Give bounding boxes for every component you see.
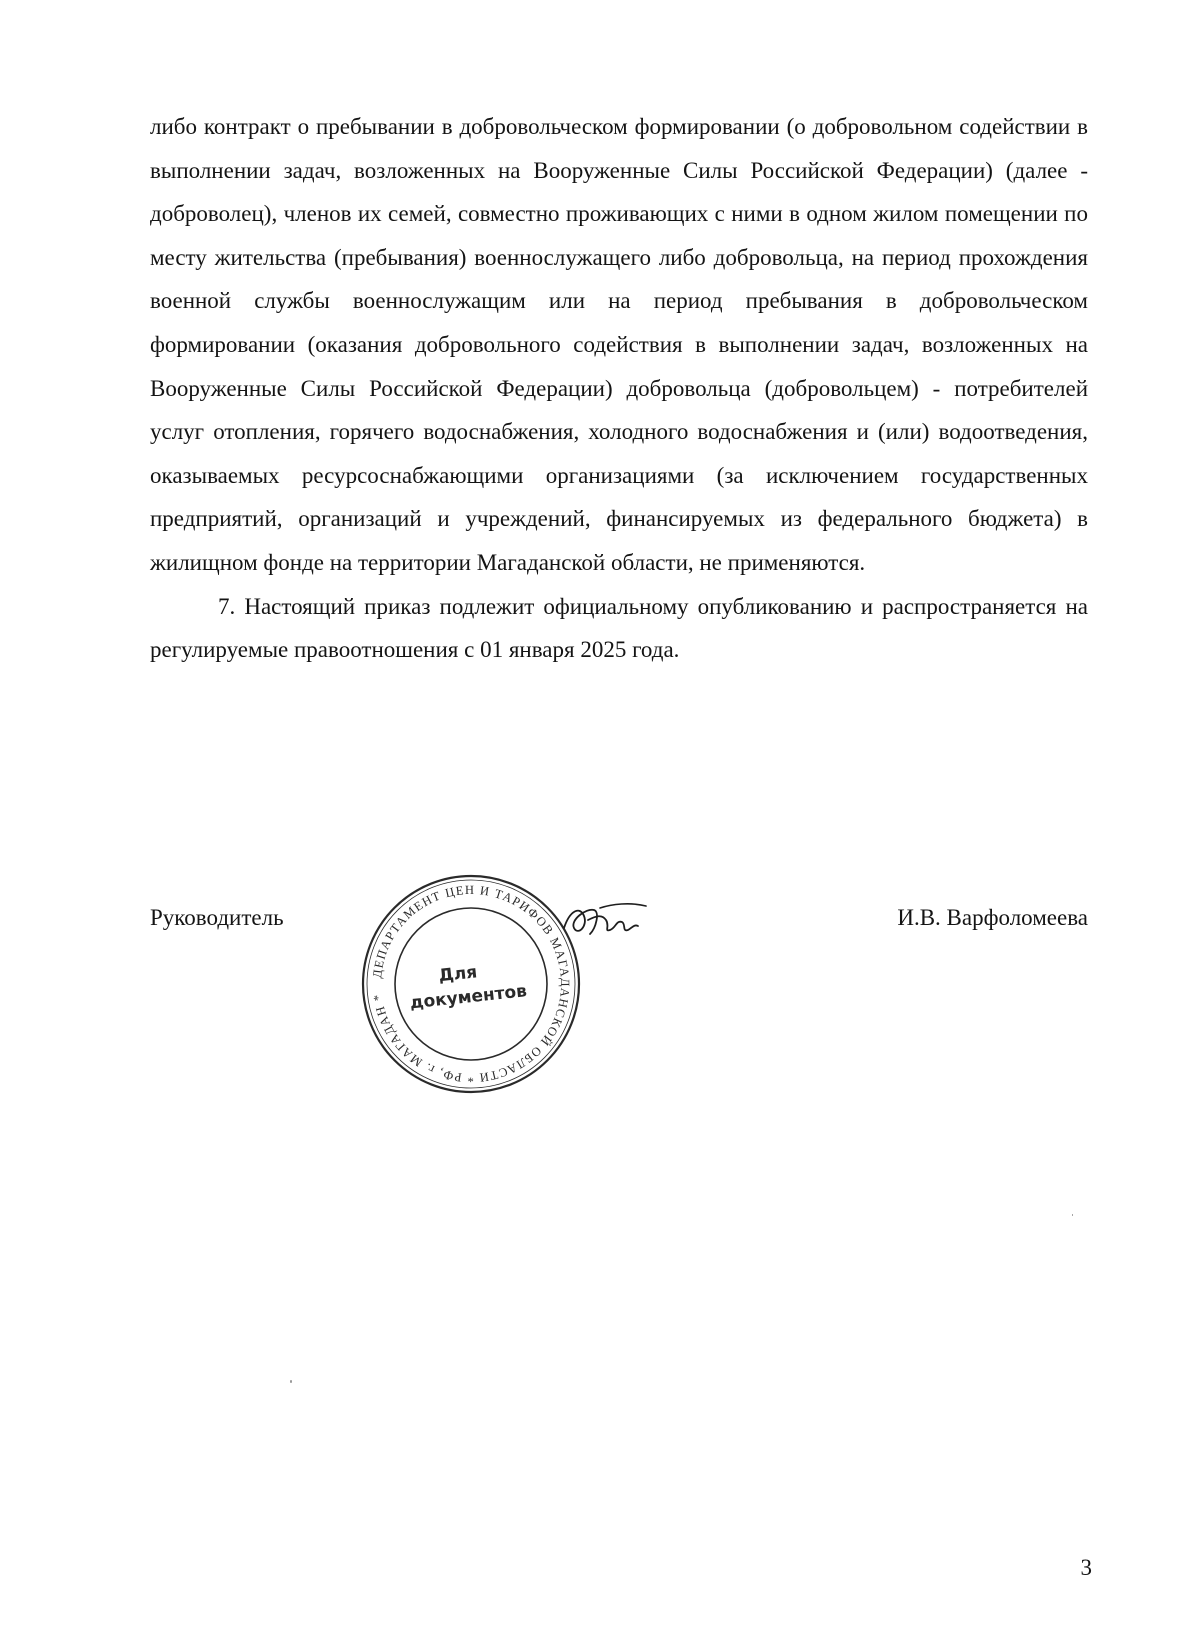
stamp-ring-textpath: ДЕПАРТАМЕНТ ЦЕН И ТАРИФОВ МАГАДАНСКОЙ ОБЛАСТИ * РФ, г. МАГАДАН * — [370, 882, 573, 1086]
handwritten-signature — [560, 898, 650, 948]
stamp-outer-ring-inner-line — [367, 880, 575, 1088]
stamp-center-line-1: Для — [437, 962, 479, 987]
stamp-center-line-2: документов — [408, 981, 528, 1014]
paragraph-item-7: 7. Настоящий приказ подлежит официальному опубликованию и распространяется на регулируемые правоотношения с 01 января 2025 года. — [150, 593, 1088, 663]
page-number: 3 — [1080, 1555, 1092, 1580]
signature-stroke-3 — [600, 904, 646, 908]
document-body — [150, 105, 1088, 672]
scan-speck — [290, 1380, 292, 1383]
official-stamp — [357, 870, 585, 1098]
signature-stroke-1 — [564, 910, 597, 934]
paragraph-continuation: либо контракт о пребывании в добровольческом формировании (о добровольном содействии в выполнении задач, возложенных на Вооруженные Силы Российской Федерации) (далее - доброволец), членов их семей, совместно проживающих с ними в одном жилом помещении по месту жительства (пребывания) военнослужащего либо добровольца, на период прохождения военной службы военнослужащим или на период пребывания в добровольческом формировании (оказания добровольного содействия в выполнении задач, возложенных на Вооруженные Силы Российской Федерации) добровольца (добровольцем) - потребителей услуг отопления, горячего водоснабжения, холодного водоснабжения и (или) водоотведения, оказываемых ресурсоснабжающими организациями (за исключением государственных предприятий, организаций и учреждений, финансируемых из федерального бюджета) в жилищном фонде на территории Магаданской области, не применяются. — [150, 114, 1088, 575]
stamp-center-group — [406, 957, 528, 1013]
signer-position: Руководитель — [150, 905, 284, 930]
signer-name: И.В. Варфоломеева — [897, 905, 1088, 930]
stamp-ring-text — [370, 883, 572, 1085]
scan-speck — [1072, 1214, 1073, 1216]
